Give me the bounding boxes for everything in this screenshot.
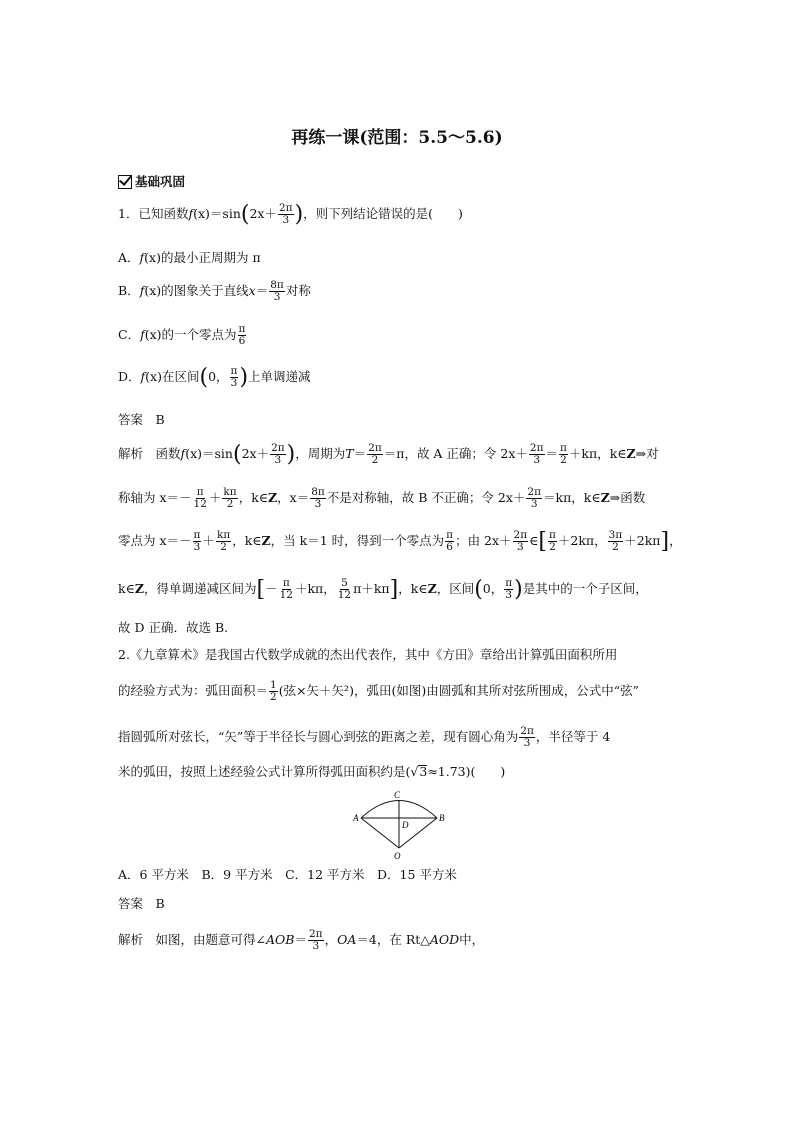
q1-analysis-line-1: 解析 函数 f (x) ＝sin ( 2x＋ $\frac{2\pi}{3}$ ) ，周期为 T ＝ $\frac{2\pi}{2}$ ＝π，故 A 正确；令 2x＋ $\frac{2\pi}{3}$ ＝ $\frac{\pi}{2}$ ＋kπ，k∈ Z ⇒对 xyxy=(118,441,659,467)
q1-option-a: A． f (x) 的最小正周期为 π xyxy=(118,250,261,265)
q2-options: A．6 平方米 B．9 平方米 C．12 平方米 D．15 平方米 xyxy=(118,867,457,882)
q1-fx: f xyxy=(188,206,194,222)
q1-analysis-line-4: k∈ Z ，得单调递减区间为 [ － $\frac{\pi}{12}$ ＋kπ， $\frac{5}{12}$ π＋kπ ] ，k∈ Z ，区间 ( 0， $\frac{\pi}{3}$ ) 是其中的一个子区间， xyxy=(118,576,648,602)
option-letter: A． xyxy=(118,250,140,265)
option-letter: D． xyxy=(118,369,141,385)
label-a: A xyxy=(353,813,359,823)
answer-value: B xyxy=(155,412,165,427)
option-c-frac: $\frac{\pi}{6}$ xyxy=(238,323,246,348)
option-d-frac: $\frac{\pi}{3}$ xyxy=(230,365,238,390)
analysis-label: 解析 xyxy=(118,446,144,462)
option-letter: B． xyxy=(118,283,140,299)
option-b-frac: $\frac{8\pi}{3}$ xyxy=(270,279,284,304)
q2-stem-line-2: 的经验方式为：弧田面积＝ $\frac{1}{2}$ (弦×矢＋矢²)，弧田(如图)由圆弧和其所对弦所围成，公式中“弦” xyxy=(118,679,639,704)
option-letter: C． xyxy=(118,327,141,343)
segment-ao xyxy=(361,818,399,848)
q2-stem-line-1: 2.《九章算术》是我国古代数学成就的杰出代表作，其中《方田》章给出计算弧田面积所用 xyxy=(118,647,618,662)
q2-stem-line-4: 米的弧田，按照上述经验公式计算所得弧田面积约是( √ 3 ≈1.73)( ) xyxy=(118,763,506,779)
q1-fx-arg: (x) xyxy=(193,206,210,222)
q2-stem-line-3: 指圆弧所对弦长，“矢”等于半径长与圆心到弦的距离之差，现有圆心角为 $\frac{2\pi}{3}$ ，半径等于 4 xyxy=(118,725,611,750)
q1-arg: 2x＋ xyxy=(249,206,277,222)
q1-answer xyxy=(118,414,165,427)
label-b: B xyxy=(439,813,445,823)
label-o: O xyxy=(394,851,401,861)
q2-analysis: 解析 如图，由题意可得∠ AOB ＝ $\frac{2\pi}{3}$ ， OA ＝4，在 Rt△ AOD 中， xyxy=(118,928,485,953)
q1-analysis-line-2: 称轴为 x＝－ $\frac{\pi}{12}$ ＋ $\frac{k\pi}{2}$ ，k∈ Z ，x＝ $\frac{8\pi}{3}$ 不是对称轴，故 B 不正确；令 2x＋ $\frac{2\pi}{3}$ ＝kπ，k∈ Z ⇒函数 xyxy=(118,486,646,511)
q2-answer: 答案 B xyxy=(118,896,165,911)
answer-label: 答案 xyxy=(118,412,144,427)
paren-right: ) xyxy=(294,201,304,227)
q1-stem xyxy=(118,203,463,226)
q1-stem-prefix: 1．已知函数 xyxy=(118,206,189,222)
page-title: 再练一课(范围：5.5～5.6) xyxy=(291,128,503,148)
q1-frac: $\frac{2\pi}{3}$ xyxy=(278,202,293,227)
label-c: C xyxy=(394,790,401,800)
q1-eq-sin: ＝sin xyxy=(209,206,241,222)
checkbox-icon xyxy=(118,175,132,189)
q1-analysis-line-5: 故 D 正确．故选 B. xyxy=(118,620,229,635)
section-heading xyxy=(118,175,185,189)
q1-option-b: B． f (x) 的图象关于直线 x ＝ $\frac{8\pi}{3}$ 对称 xyxy=(118,279,311,304)
q1-option-d: D． f (x) 在区间 ( 0， $\frac{\pi}{3}$ ) 上单调递减 xyxy=(118,364,311,390)
arc-field-figure xyxy=(345,787,455,863)
q1-option-c: C． f (x) 的一个零点为 $\frac{\pi}{6}$ xyxy=(118,323,246,348)
option-a-text: 的最小正周期为 π xyxy=(160,250,261,265)
q1-analysis-line-3: 零点为 x＝－ $\frac{\pi}{3}$ ＋ $\frac{k\pi}{2}$ ，k∈ Z ，当 k＝1 时，得到一个零点为 $\frac{\pi}{6}$ ；由 2x＋ $\frac{2\pi}{3}$ ∈ [ $\frac{\pi}{2}$ ＋2kπ， $\frac{3\pi}{2}$ ＋2kπ ] ， xyxy=(118,528,682,554)
q1-stem-suffix: ，则下列结论错误的是( ) xyxy=(303,206,463,222)
label-d: D xyxy=(402,820,409,830)
paren-left: ( xyxy=(240,201,250,227)
section-label: 基础巩固 xyxy=(135,173,186,189)
